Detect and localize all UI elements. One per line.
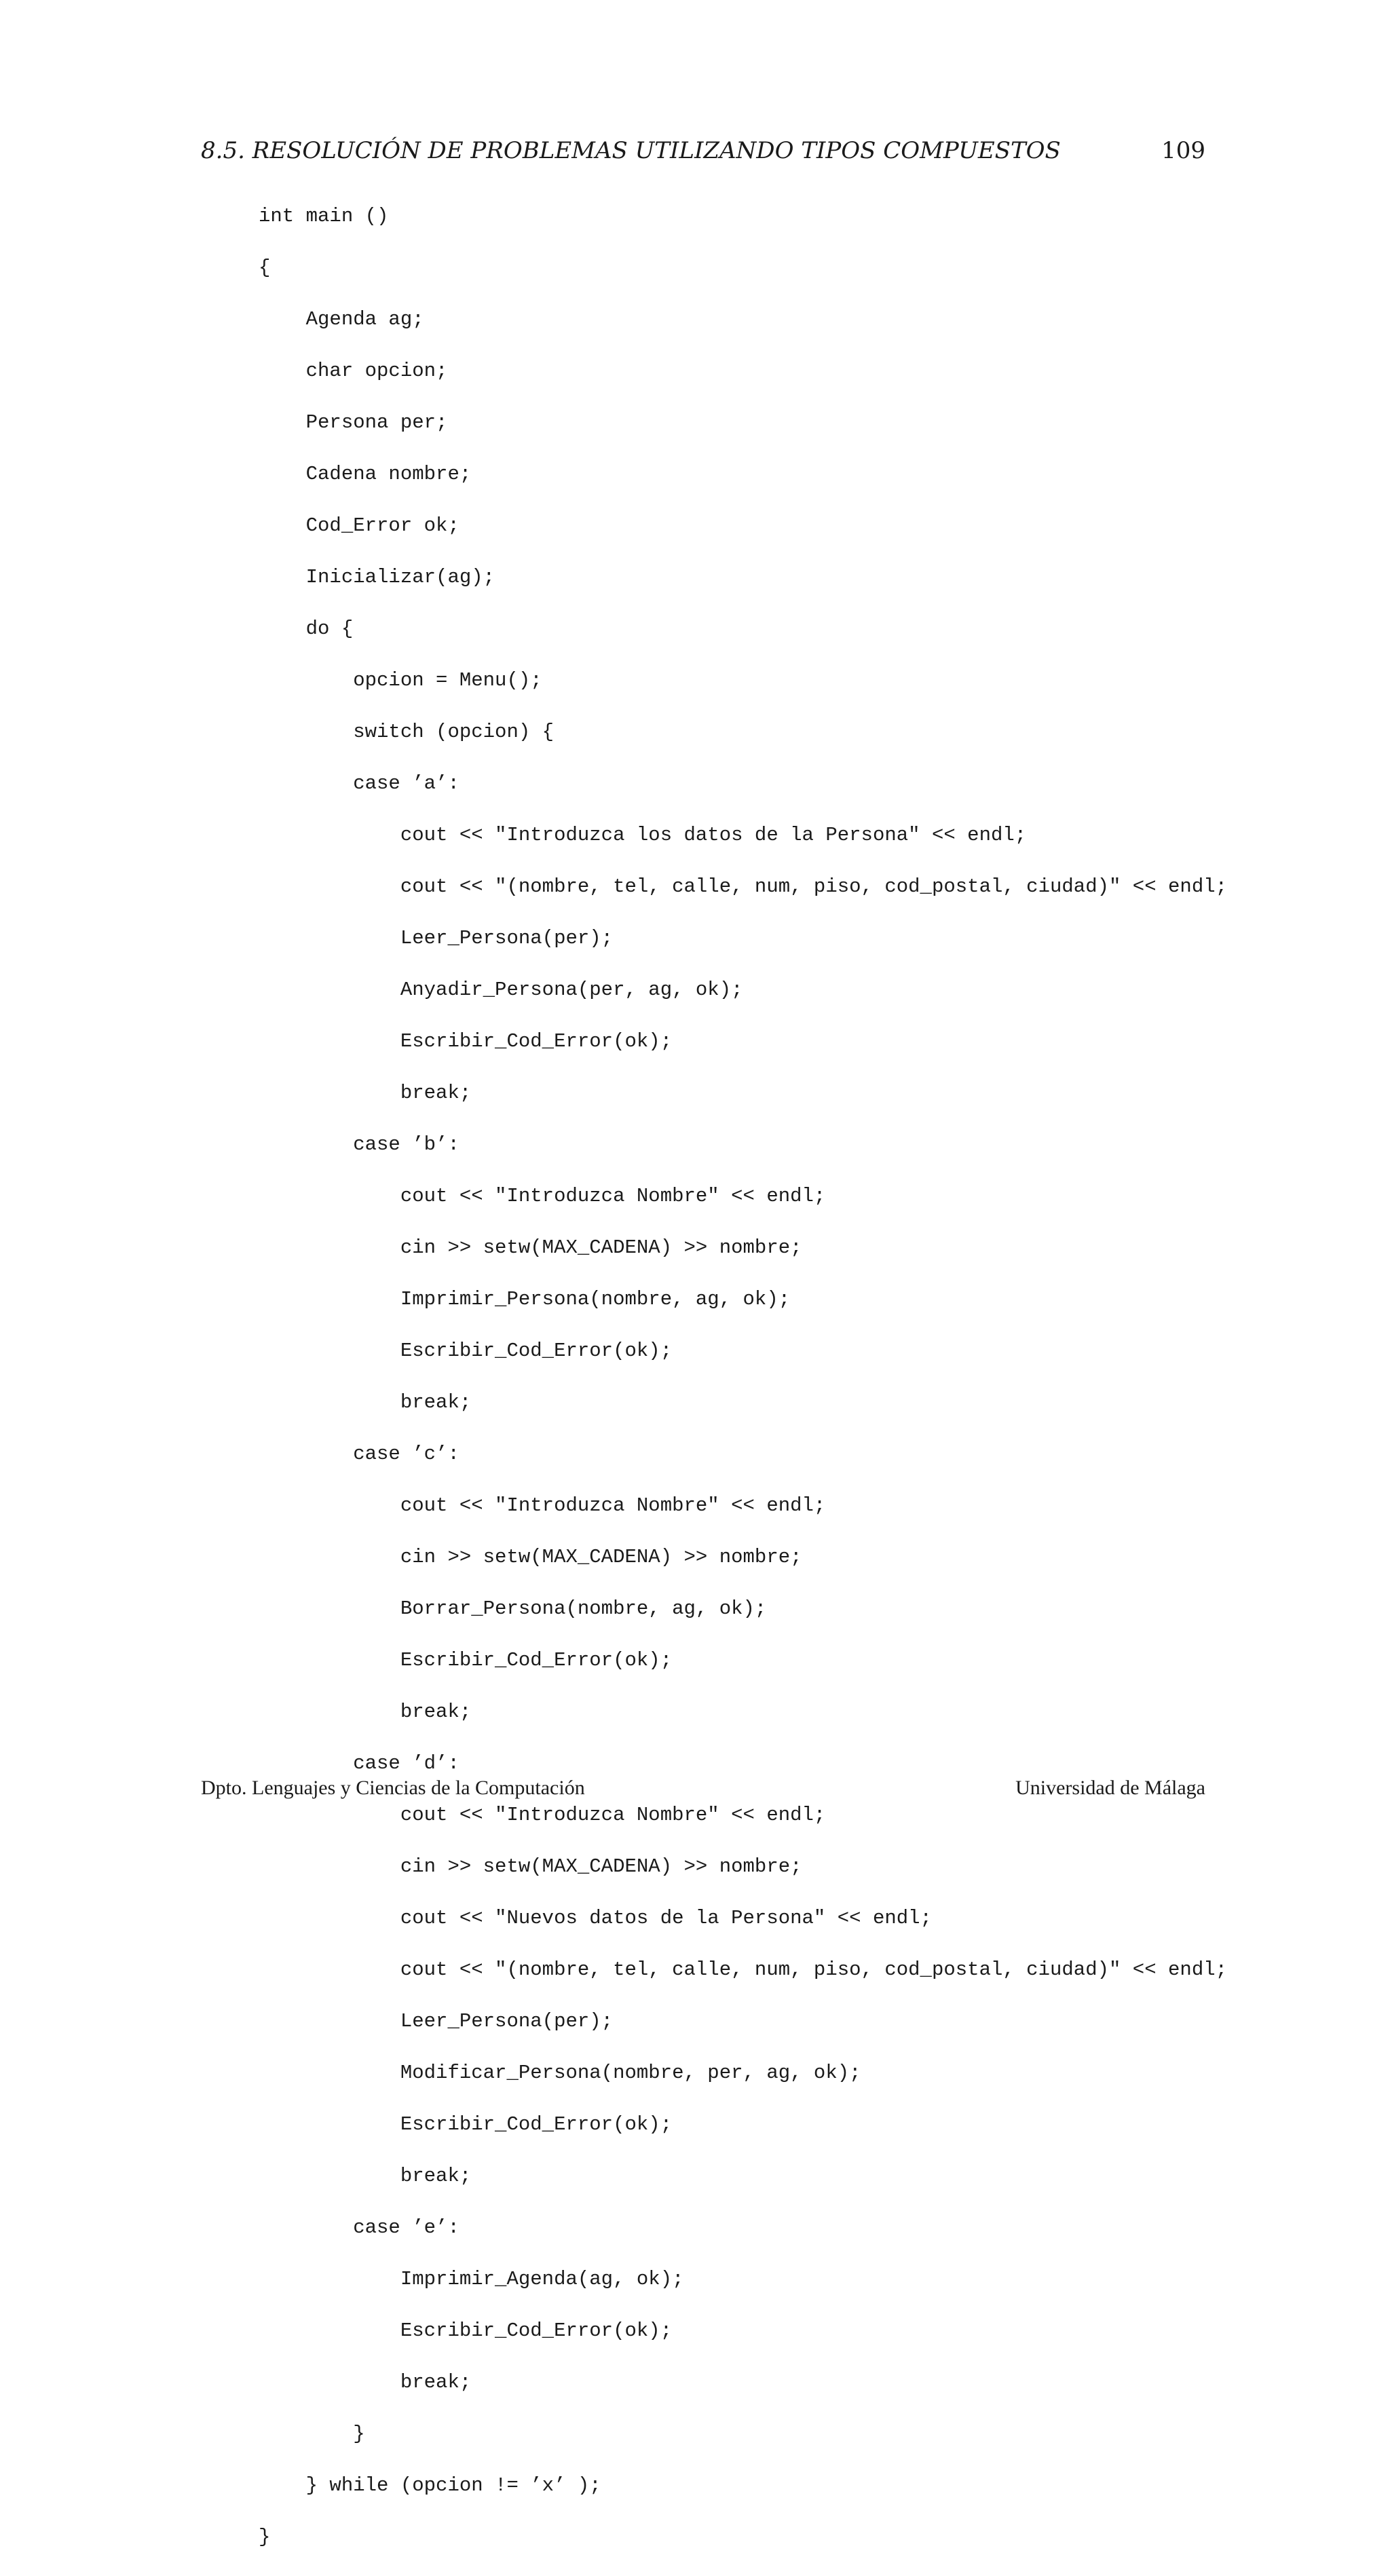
- code-line: cout << "(nombre, tel, calle, num, piso, cod_postal, ciudad)" << endl;: [259, 1958, 1228, 1981]
- code-line: }: [259, 2423, 365, 2445]
- code-line: cout << "Introduzca los datos de la Persona" << endl;: [259, 824, 1027, 846]
- footer-department: Dpto. Lenguajes y Ciencias de la Computación: [201, 1777, 585, 1799]
- code-line: case ’a’:: [259, 772, 459, 795]
- code-line: Imprimir_Agenda(ag, ok);: [259, 2268, 684, 2290]
- code-line: case ’c’:: [259, 1443, 459, 1465]
- code-line: Leer_Persona(per);: [259, 2010, 614, 2032]
- code-line: }: [259, 2526, 271, 2548]
- code-line: int main (): [259, 205, 389, 227]
- code-line: {: [259, 257, 271, 279]
- code-line: Escribir_Cod_Error(ok);: [259, 2319, 673, 2342]
- code-line: char opcion;: [259, 360, 448, 382]
- code-line: cout << "Introduzca Nombre" << endl;: [259, 1494, 826, 1517]
- section-title: 8.5. RESOLUCIÓN DE PROBLEMAS UTILIZANDO TIPOS COMPUESTOS: [201, 137, 1061, 164]
- code-line: cout << "Introduzca Nombre" << endl;: [259, 1804, 826, 1826]
- code-line: Agenda ag;: [259, 308, 424, 330]
- code-line: cout << "Nuevos datos de la Persona" << endl;: [259, 1907, 932, 1929]
- code-line: opcion = Menu();: [259, 669, 542, 692]
- code-line: break;: [259, 2165, 472, 2187]
- code-line: Modificar_Persona(nombre, per, ag, ok);: [259, 2062, 861, 2084]
- code-line: case ’d’:: [259, 1752, 459, 1775]
- page-number: 109: [1161, 137, 1205, 164]
- code-line: break;: [259, 2371, 472, 2393]
- running-header: [201, 133, 1205, 168]
- code-line: cin >> setw(MAX_CADENA) >> nombre;: [259, 1855, 802, 1878]
- code-line: Anyadir_Persona(per, ag, ok);: [259, 979, 743, 1001]
- code-line: Imprimir_Persona(nombre, ag, ok);: [259, 1288, 791, 1310]
- code-line: Inicializar(ag);: [259, 566, 495, 588]
- code-line: } while (opcion != ’x’ );: [259, 2474, 601, 2497]
- code-line: Escribir_Cod_Error(ok);: [259, 1649, 673, 1671]
- code-line: Escribir_Cod_Error(ok);: [259, 1340, 673, 1362]
- footer-university: Universidad de Málaga: [1015, 1777, 1205, 1799]
- code-line: Borrar_Persona(nombre, ag, ok);: [259, 1597, 767, 1620]
- code-line: Escribir_Cod_Error(ok);: [259, 1030, 673, 1053]
- code-line: case ’e’:: [259, 2216, 459, 2239]
- code-line: break;: [259, 1082, 472, 1104]
- code-line: Escribir_Cod_Error(ok);: [259, 2113, 673, 2136]
- code-line: case ’b’:: [259, 1133, 459, 1156]
- page-footer: [201, 1773, 1205, 1803]
- code-line: break;: [259, 1701, 472, 1723]
- code-line: cout << "(nombre, tel, calle, num, piso, cod_postal, ciudad)" << endl;: [259, 875, 1228, 898]
- code-line: Cadena nombre;: [259, 463, 472, 485]
- code-line: cin >> setw(MAX_CADENA) >> nombre;: [259, 1546, 802, 1568]
- code-line: Persona per;: [259, 411, 448, 434]
- code-line: switch (opcion) {: [259, 721, 555, 743]
- code-line: do {: [259, 618, 354, 640]
- code-line: break;: [259, 1391, 472, 1414]
- code-line: Cod_Error ok;: [259, 514, 459, 537]
- code-line: cout << "Introduzca Nombre" << endl;: [259, 1185, 826, 1207]
- code-line: Leer_Persona(per);: [259, 927, 614, 949]
- code-listing: [259, 204, 1227, 2576]
- code-line: cin >> setw(MAX_CADENA) >> nombre;: [259, 1236, 802, 1259]
